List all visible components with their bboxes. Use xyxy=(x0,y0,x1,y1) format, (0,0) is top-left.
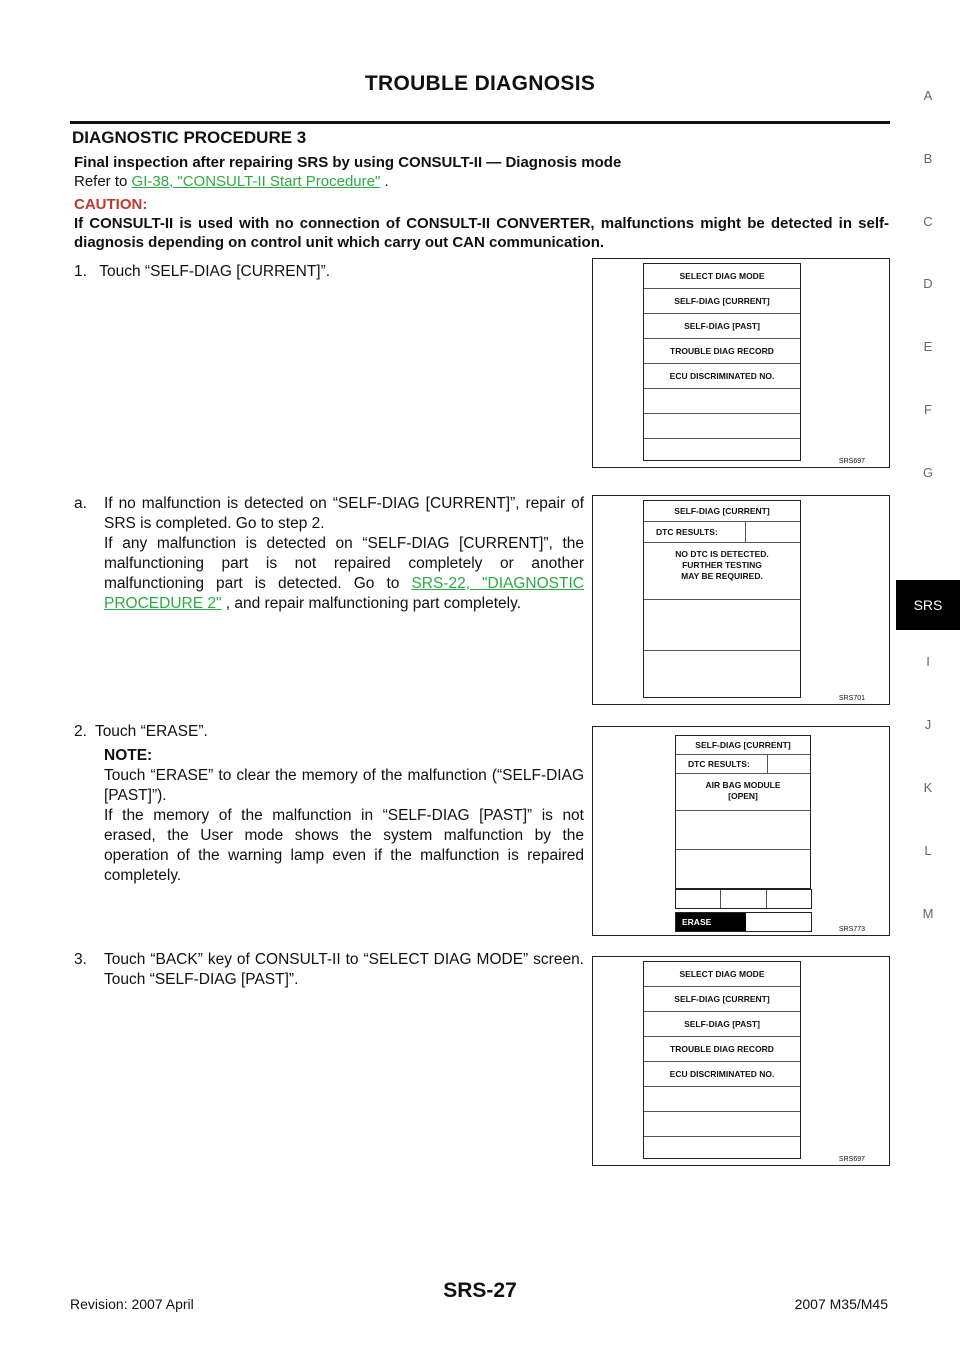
section-title: DIAGNOSTIC PROCEDURE 3 xyxy=(72,128,307,147)
menu-self-diag-past: SELF-DIAG [PAST] xyxy=(644,1012,800,1037)
dtc-results-label: DTC RESULTS: xyxy=(676,755,810,774)
note-label: NOTE: xyxy=(104,747,153,764)
footer-revision: Revision: 2007 April xyxy=(70,1296,194,1312)
figure-no-dtc xyxy=(592,495,890,705)
caution-text: If CONSULT-II is used with no connection of CONSULT-II CONVERTER, malfunctions might be detected in self-diagnosis depending on control unit which carry out CAN communication. xyxy=(74,215,889,251)
srs-22-link[interactable]: SRS-22, "DIAGNOSTIC PROCEDURE 2" xyxy=(104,575,584,612)
title-rule xyxy=(70,121,890,124)
dtc-message: AIR BAG MODULE [OPEN] xyxy=(676,774,810,811)
consult-screen xyxy=(643,263,801,461)
menu-trouble-diag-record: TROUBLE DIAG RECORD xyxy=(644,1037,800,1062)
tab-c[interactable]: C xyxy=(923,214,933,229)
menu-blank xyxy=(644,439,800,463)
menu-select-diag-mode: SELECT DIAG MODE xyxy=(644,962,800,987)
consult-screen xyxy=(643,961,801,1159)
menu-blank xyxy=(644,1087,800,1112)
page-title: TROUBLE DIAGNOSIS xyxy=(364,72,596,95)
blank-row xyxy=(676,850,810,888)
menu-self-diag-current: SELF-DIAG [CURRENT] xyxy=(644,987,800,1012)
tab-j[interactable]: J xyxy=(924,717,932,732)
menu-select-diag-mode: SELECT DIAG MODE xyxy=(644,264,800,289)
figure-select-diag-mode-2 xyxy=(592,956,890,1166)
consult-screen xyxy=(643,500,801,698)
tab-f[interactable]: F xyxy=(924,402,932,417)
menu-self-diag-past: SELF-DIAG [PAST] xyxy=(644,314,800,339)
caution-label: CAUTION: xyxy=(74,196,148,213)
screen-title: SELF-DIAG [CURRENT] xyxy=(676,736,810,755)
dtc-message: NO DTC IS DETECTED. FURTHER TESTING MAY BE REQUIRED. xyxy=(644,543,800,600)
erase-row xyxy=(675,912,812,932)
figure-code: SRS701 xyxy=(838,695,865,702)
menu-blank xyxy=(644,1137,800,1161)
page-number: SRS-27 xyxy=(443,1279,517,1302)
menu-trouble-diag-record: TROUBLE DIAG RECORD xyxy=(644,339,800,364)
figure-airbag-open xyxy=(592,726,890,936)
tab-k[interactable]: K xyxy=(923,780,933,795)
blank-row xyxy=(676,811,810,850)
intro-refer: Refer to GI-38, "CONSULT-II Start Procedure" . xyxy=(74,173,389,190)
figure-code: SRS697 xyxy=(838,1156,865,1163)
blank-row xyxy=(644,600,800,651)
dtc-results-label: DTC RESULTS: xyxy=(644,522,800,543)
refer-link[interactable]: GI-38, "CONSULT-II Start Procedure" xyxy=(131,173,381,190)
step-3: 3. Touch “BACK” key of CONSULT-II to “SELECT DIAG MODE” screen. Touch “SELF-DIAG [PAST]”. xyxy=(74,951,584,988)
step-1: 1. Touch “SELF-DIAG [CURRENT]”. xyxy=(74,263,331,280)
menu-self-diag-current: SELF-DIAG [CURRENT] xyxy=(644,289,800,314)
menu-ecu-discriminated-no: ECU DISCRIMINATED NO. xyxy=(644,1062,800,1087)
step-2: 2. Touch “ERASE”. NOTE: Touch “ERASE” to clear the memory of the malfunction (“SELF-DIAG [PAST]”). If the memory of the malfunction in “SELF-DIAG [PAST]” is not erased, the User mode shows the system malfunction by the operation of the warning lamp even if the malfunction is repaired completely. xyxy=(74,723,584,884)
menu-blank xyxy=(644,1112,800,1137)
tab-a[interactable]: A xyxy=(923,88,933,103)
screen-title: SELF-DIAG [CURRENT] xyxy=(644,501,800,522)
figure-code: SRS773 xyxy=(838,926,865,933)
blank-row xyxy=(644,651,800,701)
tab-m[interactable]: M xyxy=(922,906,934,921)
tab-g[interactable]: G xyxy=(922,465,934,480)
figure-code: SRS697 xyxy=(838,458,865,465)
figure-select-diag-mode xyxy=(592,258,890,468)
erase-button[interactable]: ERASE xyxy=(676,913,746,931)
menu-blank xyxy=(644,414,800,439)
tab-l[interactable]: L xyxy=(924,843,932,858)
tab-b[interactable]: B xyxy=(923,151,933,166)
key-row xyxy=(675,889,812,909)
menu-ecu-discriminated-no: ECU DISCRIMINATED NO. xyxy=(644,364,800,389)
footer-model: 2007 M35/M45 xyxy=(794,1296,888,1312)
menu-blank xyxy=(644,389,800,414)
tab-d[interactable]: D xyxy=(923,276,933,291)
tab-e[interactable]: E xyxy=(923,339,933,354)
step-a: a. If no malfunction is detected on “SELF-DIAG [CURRENT]”, repair of SRS is completed. Go to step 2. If any malfunction is detected on “SELF-DIAG [CURRENT]”, the malfunctioning part is not repaired completely or another malfunctioning part is detected. Go to SRS-22, "DIAGNOSTIC PROCEDURE 2" , and repair malfunctioning part completely. xyxy=(74,495,584,612)
intro-heading: Final inspection after repairing SRS by using CONSULT-II — Diagnosis mode xyxy=(74,154,622,171)
tab-srs[interactable]: SRS xyxy=(896,580,960,630)
tab-i[interactable]: I xyxy=(926,654,930,669)
consult-screen xyxy=(675,735,811,889)
